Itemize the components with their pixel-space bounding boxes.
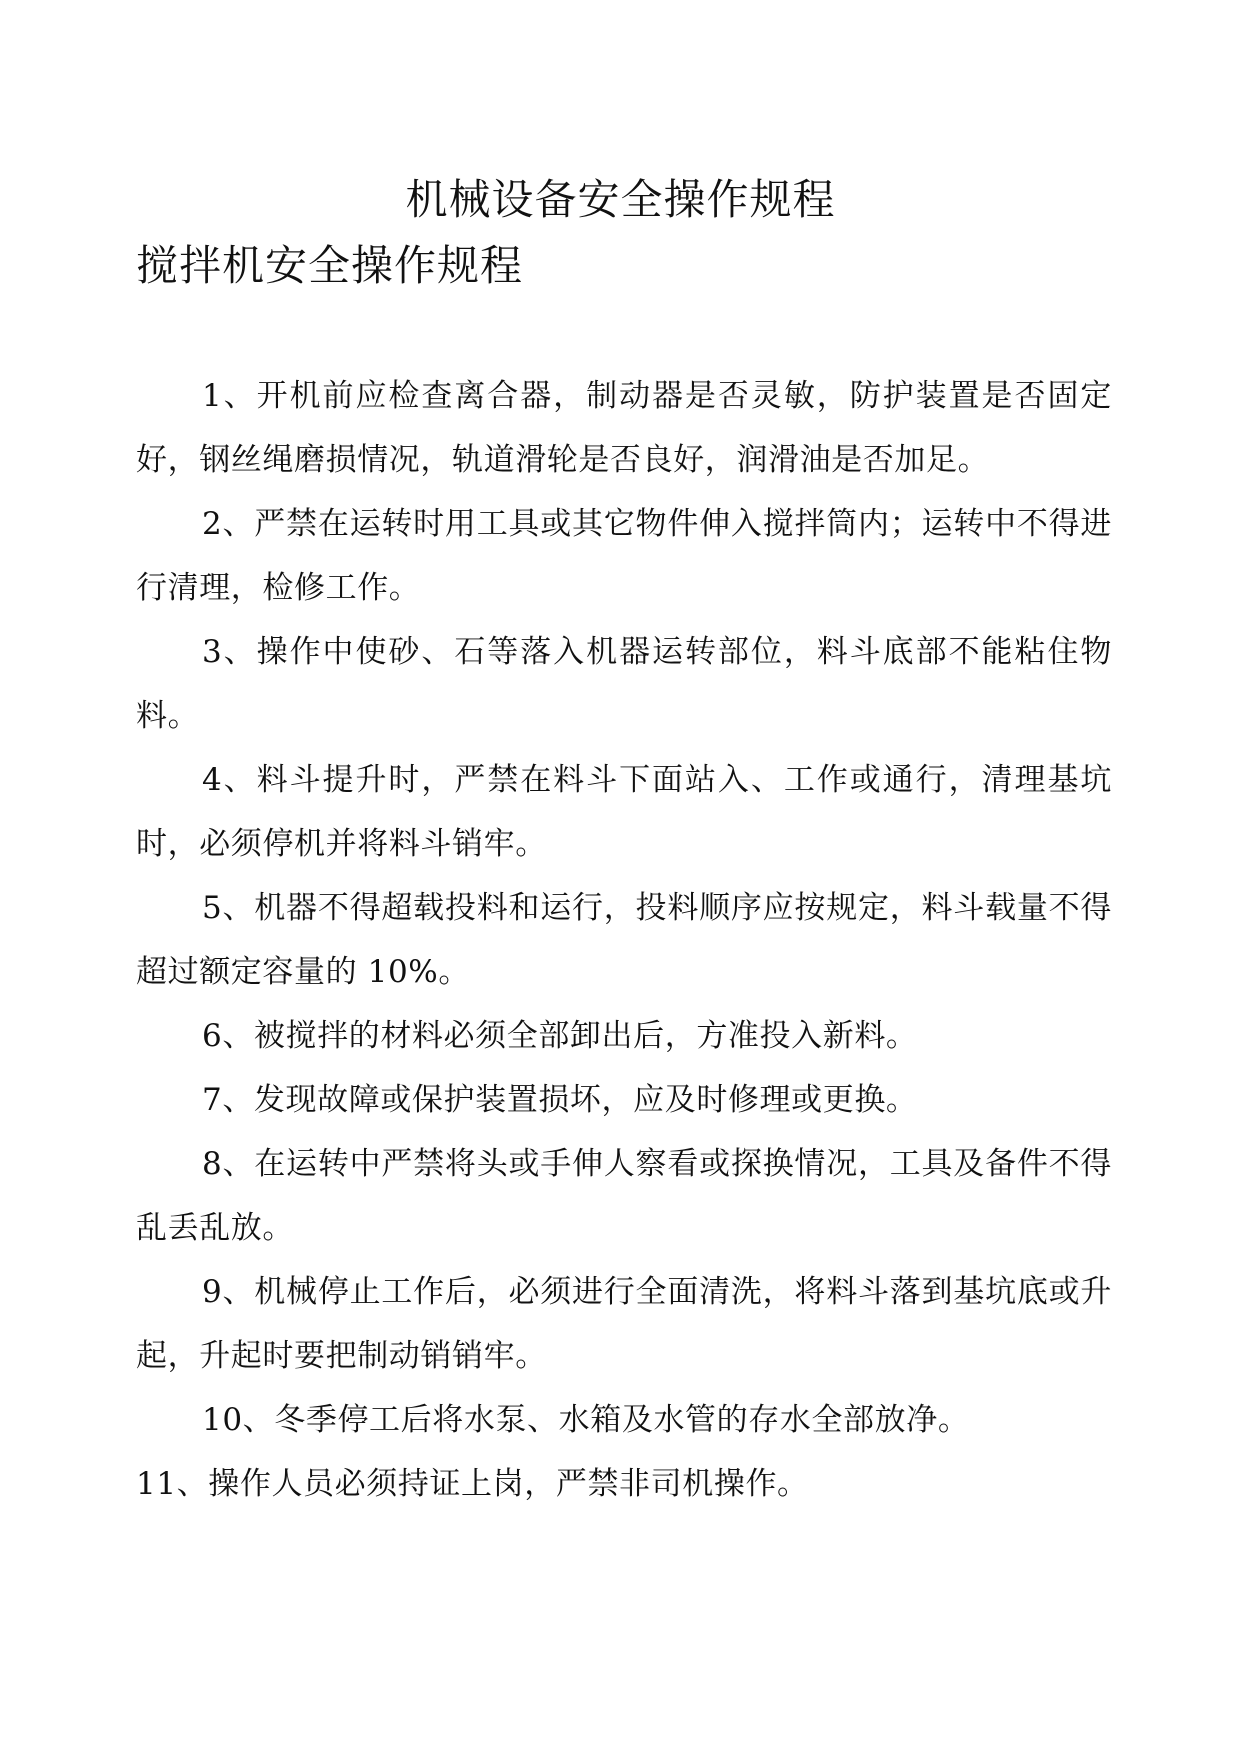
rule-item-8: 8、在运转中严禁将头或手伸人察看或探换情况，工具及备件不得乱丢乱放。 xyxy=(136,1146,1112,1246)
rule-item-9: 9、机械停止工作后，必须进行全面清洗，将料斗落到基坑底或升起，升起时要把制动销销牢。 xyxy=(136,1274,1112,1374)
rule-item-4: 4、料斗提升时，严禁在料斗下面站入、工作或通行，清理基坑时，必须停机并将料斗销牢。 xyxy=(136,762,1112,862)
rule-item-7: 7、发现故障或保护装置损坏，应及时修理或更换。 xyxy=(202,1082,918,1118)
section-title: 搅拌机安全操作规程 xyxy=(136,241,524,290)
rule-item-10: 10、冬季停工后将水泵、水箱及水管的存水全部放净。 xyxy=(202,1402,970,1438)
rule-item-11: 11、操作人员必须持证上岗，严禁非司机操作。 xyxy=(136,1466,809,1502)
rule-item-6: 6、被搅拌的材料必须全部卸出后，方准投入新料。 xyxy=(202,1018,918,1054)
rules-list xyxy=(136,364,1112,1516)
rule-item-5: 5、机器不得超载投料和运行，投料顺序应按规定，料斗载量不得超过额定容量的 10%。 xyxy=(136,890,1112,990)
rule-item-2: 2、严禁在运转时用工具或其它物件伸入搅拌筒内；运转中不得进行清理，检修工作。 xyxy=(136,506,1112,606)
rule-item-1: 1、开机前应检查离合器，制动器是否灵敏，防护装置是否固定好，钢丝绳磨损情况，轨道滑轮是否良好，润滑油是否加足。 xyxy=(136,378,1112,478)
document-title: 机械设备安全操作规程 xyxy=(405,175,836,224)
rule-item-3: 3、操作中使砂、石等落入机器运转部位，料斗底部不能粘住物料。 xyxy=(136,634,1112,734)
